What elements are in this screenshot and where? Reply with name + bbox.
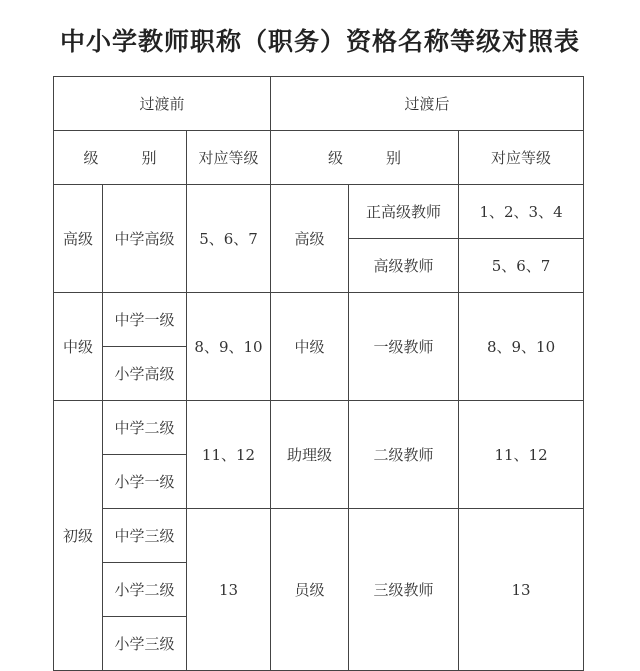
after-title-cell: 一级教师	[349, 293, 459, 401]
after-grade-cell: 1、2、3、4	[459, 185, 584, 239]
table-row	[54, 185, 584, 239]
before-level-intermediate: 中级	[54, 293, 103, 401]
before-level-senior: 高级	[54, 185, 103, 293]
after-level-senior: 高级	[271, 185, 349, 293]
after-title-cell: 高级教师	[349, 239, 459, 293]
before-grade-cell: 8、9、10	[187, 293, 271, 401]
table-row	[54, 401, 584, 455]
before-grade-cell: 11、12	[187, 401, 271, 509]
before-title-cell: 中学二级	[103, 401, 187, 455]
after-level-staff: 员级	[271, 509, 349, 671]
after-level-header: 级 别	[271, 131, 459, 185]
grade-comparison-table	[53, 76, 584, 671]
before-title-cell: 小学一级	[103, 455, 187, 509]
table-row	[54, 293, 584, 347]
after-grade-cell: 11、12	[459, 401, 584, 509]
before-title-cell: 小学二级	[103, 563, 187, 617]
before-level-header: 级 别	[54, 131, 187, 185]
after-level-intermediate: 中级	[271, 293, 349, 401]
before-title-cell: 小学三级	[103, 617, 187, 671]
before-grade-cell: 5、6、7	[187, 185, 271, 293]
after-level-assistant: 助理级	[271, 401, 349, 509]
after-grade-cell: 13	[459, 509, 584, 671]
after-title-cell: 正高级教师	[349, 185, 459, 239]
after-grade-header: 对应等级	[459, 131, 584, 185]
before-level-junior: 初级	[54, 401, 103, 671]
before-title-cell: 中学高级	[103, 185, 187, 293]
header-row-top	[54, 77, 584, 131]
after-grade-cell: 5、6、7	[459, 239, 584, 293]
after-header: 过渡后	[271, 77, 584, 131]
before-title-cell: 小学高级	[103, 347, 187, 401]
page-title: 中小学教师职称（职务）资格名称等级对照表	[59, 27, 580, 56]
table-row	[54, 509, 584, 563]
after-grade-cell: 8、9、10	[459, 293, 584, 401]
before-grade-cell: 13	[187, 509, 271, 671]
before-header: 过渡前	[54, 77, 271, 131]
before-title-cell: 中学三级	[103, 509, 187, 563]
before-grade-header: 对应等级	[187, 131, 271, 185]
header-row-sub	[54, 131, 584, 185]
before-title-cell: 中学一级	[103, 293, 187, 347]
after-title-cell: 二级教师	[349, 401, 459, 509]
after-title-cell: 三级教师	[349, 509, 459, 671]
